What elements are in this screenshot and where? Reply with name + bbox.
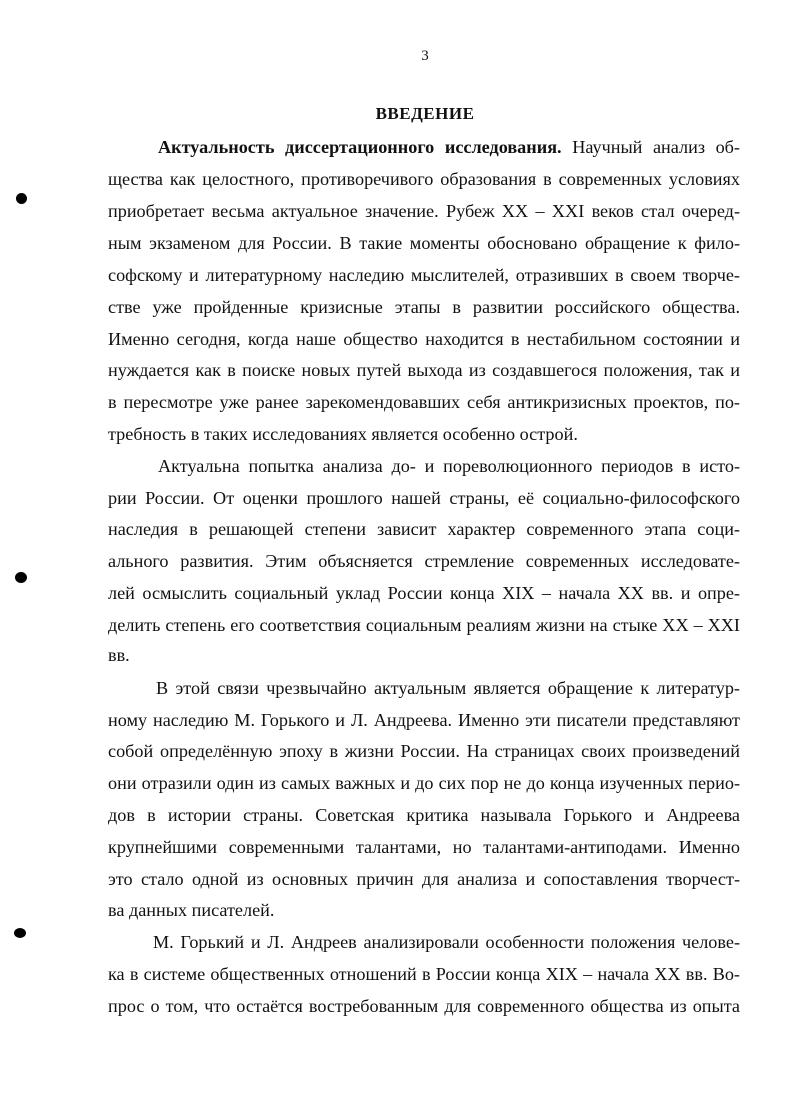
body-text-line: ва данных писателей. [108,900,275,920]
punch-mark [14,928,26,938]
body-text-line: крупнейшими современными талантами, но талантами-антиподами. Именно [108,837,740,857]
body-text-line: требность в таких исследованиях является особенно острой. [108,424,578,444]
body-text-line: щества как целостного, противоречивого образования в современных условиях [108,169,740,189]
body-text-line: стве уже пройденные кризисные этапы в развитии российского общества. [108,297,740,317]
body-text-line: М. Горький и Л. Андреев анализировали особенности положения челове- [153,932,740,952]
body-text-line: нуждается как в поиске новых путей выхода из создавшегося положения, так и [108,360,740,380]
body-text-line: они отразили один из самых важных и до сих пор не до конца изученных перио- [108,773,740,793]
body-text-line: это стало одной из основных причин для анализа и сопоставления творчест- [108,869,740,889]
body-text-line: В этой связи чрезвычайно актуальным является обращение к литератур- [156,678,740,698]
body-text-line: делить степень его соответствия социальным реалиям жизни на стыке XX – XXI [108,615,740,635]
body-text-line: приобретает весьма актуальное значение. Рубеж XX – XXI веков стал очеред- [108,201,740,221]
bold-lead: Актуальность диссертационного исследования. [158,137,562,157]
body-text-line: собой определённую эпоху в жизни России. На страницах своих произведений [108,741,740,761]
body-text-line: Актуальна попытка анализа до- и пореволюционного периодов в исто- [158,456,740,476]
punch-mark [16,193,27,204]
body-text-line: прос о том, что остаётся востребованным для современного общества из опыта [108,996,740,1016]
body-text-line: рии России. От оценки прошлого нашей страны, её социально-философского [108,488,740,508]
page-number: 3 [421,48,429,64]
body-text-line: ному наследию М. Горького и Л. Андреева. Именно эти писатели представляют [108,710,740,730]
body-text-line: дов в истории страны. Советская критика называла Горького и Андреева [108,805,740,825]
section-heading: ВВЕДЕНИЕ [375,104,475,123]
body-text-line [158,137,740,157]
body-text-line: вв. [108,645,130,665]
body-text-line: лей осмыслить социальный уклад России конца XIX – начала XX вв. и опре- [108,583,740,603]
body-text-line: ального развития. Этим объясняется стремление современных исследовате- [108,551,740,571]
punch-mark [15,572,27,583]
body-text-line: наследия в решающей степени зависит характер современного этапа соци- [108,519,740,539]
body-text: Научный анализ об- [561,137,740,157]
body-text-line: Именно сегодня, когда наше общество находится в нестабильном состоянии и [108,329,740,349]
body-text-line: ным экзаменом для России. В такие моменты обосновано обращение к фило- [108,233,740,253]
body-text-line: ка в системе общественных отношений в России конца XIX – начала XX вв. Во- [108,964,740,984]
body-text-line: софскому и литературному наследию мыслителей, отразивших в своем творче- [108,265,740,285]
body-text-line: в пересмотре уже ранее зарекомендовавших себя антикризисных проектов, по- [108,392,740,412]
